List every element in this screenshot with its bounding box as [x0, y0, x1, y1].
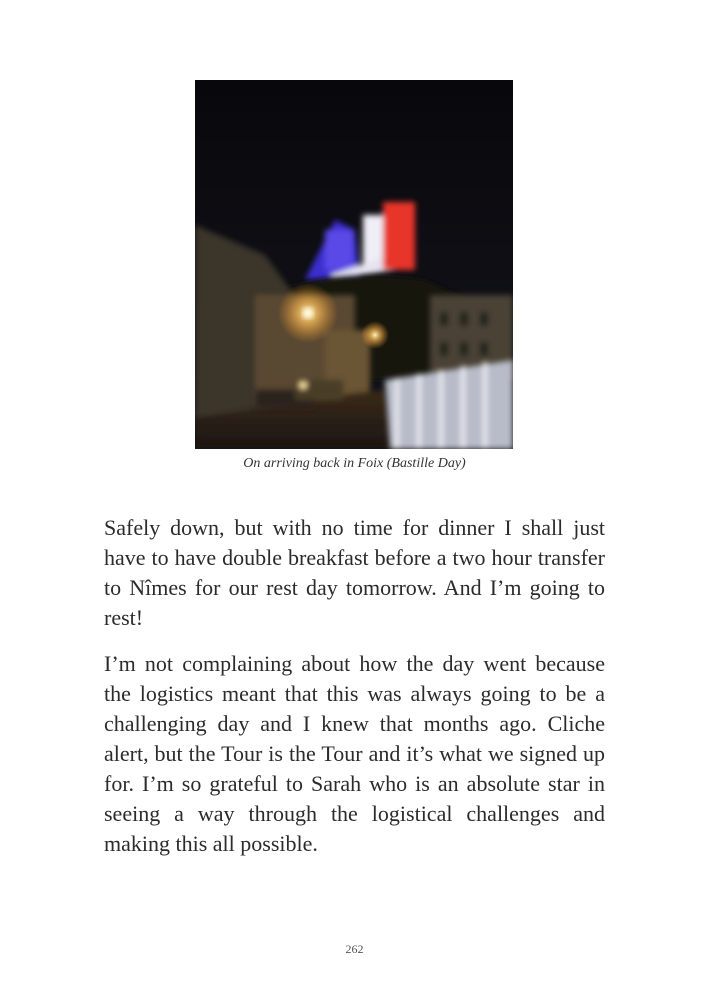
- paragraph: I’m not complaining about how the day went because the logistics meant that this was always going to be a challenging day and I knew that months ago. Cliche alert, but the Tour is the Tour and it’s what we signed up for. I’m so grateful to Sarah who is an absolute star in seeing a way through the logistical challenges and making this all possible.: [104, 651, 605, 856]
- body-text: [104, 513, 605, 875]
- castle-photo: [195, 80, 513, 449]
- paragraph: Safely down, but with no time for dinner I shall just have to have double breakfast before a two hour transfer to Nîmes for our rest day tomorrow. And I’m going to rest!: [104, 515, 605, 630]
- castle-photo-image: [195, 80, 513, 449]
- page-number: 262: [345, 942, 364, 956]
- photo-caption: On arriving back in Foix (Bastille Day): [243, 456, 466, 471]
